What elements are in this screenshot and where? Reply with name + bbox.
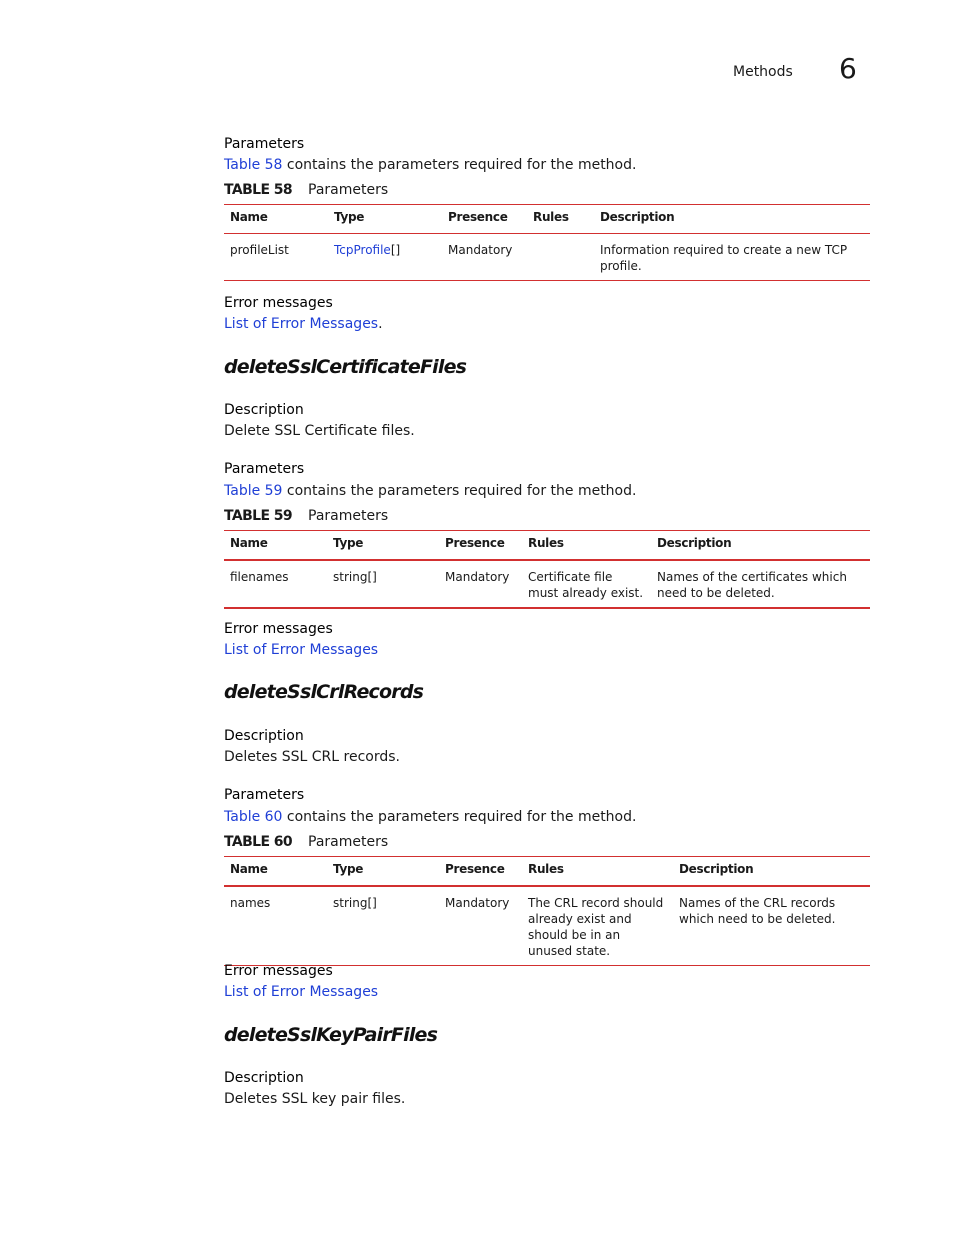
error-messages-text: List of Error Messages. <box>224 316 383 332</box>
tcpprofile-link[interactable]: TcpProfile <box>334 243 391 257</box>
description-heading: Description <box>224 1070 304 1086</box>
cell-rules <box>527 234 594 281</box>
cell-rules: Certificate file must already exist. <box>528 570 644 600</box>
parameters-heading: Parameters <box>224 787 305 803</box>
cell-type: TcpProfile[] <box>334 243 401 257</box>
cell-presence: Mandatory <box>445 896 510 910</box>
parameters-heading: Parameters <box>224 461 305 477</box>
table-60-link[interactable]: Table 60 <box>224 809 283 825</box>
table-caption <box>224 834 388 850</box>
column-header: Type <box>333 862 364 876</box>
column-header: Presence <box>445 536 505 550</box>
chapter-number: 6 <box>839 52 857 85</box>
column-header: Description <box>679 862 754 876</box>
column-header: Presence <box>445 862 505 876</box>
table-row <box>224 560 870 608</box>
table-caption-text: Parameters <box>308 834 389 850</box>
description-text: Delete SSL Certificate files. <box>224 423 415 439</box>
method-title: deleteSslKeyPairFiles <box>224 1024 438 1046</box>
parameters-intro: Table 60 contains the parameters required for the method. <box>224 809 637 825</box>
column-header: Type <box>333 536 364 550</box>
table-caption-text: Parameters <box>308 508 389 524</box>
error-messages-heading: Error messages <box>224 621 333 637</box>
cell-rules: The CRL record should already exist and should be in an unused state. <box>528 896 664 958</box>
cell-description: Names of the certificates which need to be deleted. <box>657 570 847 600</box>
column-header: Presence <box>448 210 508 224</box>
method-title: deleteSslCrlRecords <box>224 681 424 703</box>
error-messages-heading: Error messages <box>224 295 333 311</box>
error-messages-link[interactable]: List of Error Messages <box>224 316 379 332</box>
table-header-row <box>224 205 870 234</box>
parameters-intro: Table 59 contains the parameters required for the method. <box>224 483 637 499</box>
column-header: Rules <box>533 210 569 224</box>
column-header: Rules <box>528 536 564 550</box>
table-58-link[interactable]: Table 58 <box>224 157 283 173</box>
chapter-title: Methods <box>733 64 793 80</box>
cell-type: string[] <box>333 570 377 584</box>
error-messages-link[interactable]: List of Error Messages <box>224 984 379 1000</box>
column-header: Rules <box>528 862 564 876</box>
table-label: TABLE 58 <box>224 182 293 198</box>
table-label: TABLE 60 <box>224 834 293 850</box>
cell-type: string[] <box>333 896 377 910</box>
parameters-intro: Table 58 contains the parameters required for the method. <box>224 157 637 173</box>
description-heading: Description <box>224 728 304 744</box>
description-text: Deletes SSL CRL records. <box>224 749 400 765</box>
column-header: Name <box>230 536 268 550</box>
cell-name: profileList <box>230 243 289 257</box>
table-header-row <box>224 857 870 887</box>
table-label: TABLE 59 <box>224 508 293 524</box>
table-header-row <box>224 531 870 561</box>
cell-description: Names of the CRL records which need to be deleted. <box>679 896 836 926</box>
table-caption-text: Parameters <box>308 182 389 198</box>
table-caption <box>224 182 388 198</box>
column-header: Type <box>334 210 365 224</box>
column-header: Description <box>600 210 675 224</box>
error-messages-link[interactable]: List of Error Messages <box>224 642 379 658</box>
table-caption <box>224 508 388 524</box>
cell-presence: Mandatory <box>445 570 510 584</box>
table-59-link[interactable]: Table 59 <box>224 483 283 499</box>
parameters-table-60 <box>224 856 870 966</box>
parameters-heading: Parameters <box>224 136 305 152</box>
cell-name: names <box>230 896 271 910</box>
parameters-table-59 <box>224 530 870 609</box>
cell-name: filenames <box>230 570 289 584</box>
column-header: Name <box>230 862 268 876</box>
description-heading: Description <box>224 402 304 418</box>
error-messages-text <box>224 642 378 658</box>
description-text: Deletes SSL key pair files. <box>224 1091 406 1107</box>
table-row <box>224 234 870 281</box>
error-messages-heading: Error messages <box>224 963 333 979</box>
column-header: Description <box>657 536 732 550</box>
method-title: deleteSslCertificateFiles <box>224 356 467 378</box>
error-messages-text <box>224 984 378 1000</box>
cell-presence: Mandatory <box>448 243 513 257</box>
column-header: Name <box>230 210 268 224</box>
cell-description: Information required to create a new TCP profile. <box>600 243 848 273</box>
parameters-table-58 <box>224 204 870 281</box>
table-row <box>224 886 870 966</box>
